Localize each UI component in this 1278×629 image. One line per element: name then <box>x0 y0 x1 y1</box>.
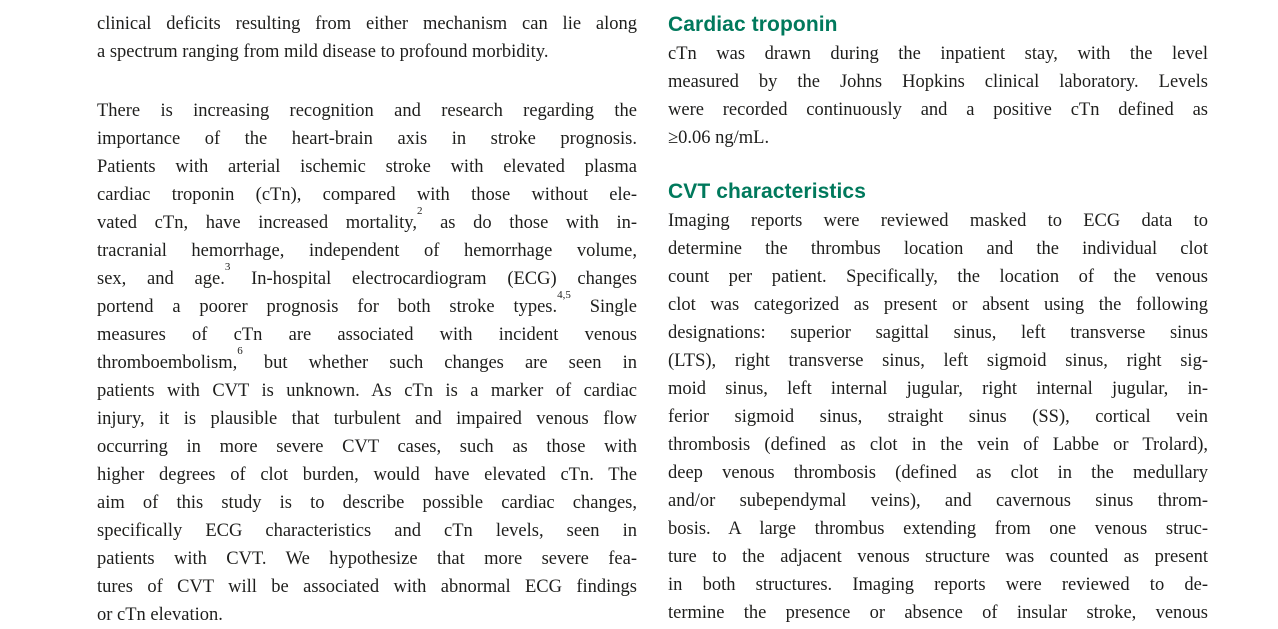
reference-superscript: 2 <box>416 204 423 217</box>
text-line: tracranial hemorrhage, independent of hemorrhage volume, <box>97 241 637 261</box>
text-line: Patients with arterial ischemic stroke with elevated plasma <box>97 157 637 177</box>
text-line: occurring in more severe CVT cases, such as those with <box>97 437 637 457</box>
text-line: higher degrees of clot burden, would have elevated cTn. The <box>97 465 637 485</box>
text-line: vated cTn, have increased mortality,$^2$ as do those with in- <box>97 204 637 233</box>
text-line: cardiac troponin (cTn), compared with those without ele- <box>97 185 637 205</box>
text-line: patients with CVT. We hypothesize that more severe fea- <box>97 549 637 569</box>
text-line: deep venous thrombosis (defined as clot in the medullary <box>668 463 1208 483</box>
paragraph <box>97 97 637 629</box>
right-column <box>668 10 1208 627</box>
text-line: count per patient. Specifically, the location of the venous <box>668 267 1208 287</box>
text-line: measured by the Johns Hopkins clinical laboratory. Levels <box>668 72 1208 92</box>
text-line: sex, and age.$^3$ In-hospital electrocardiogram (ECG) changes <box>97 260 637 289</box>
text-line: ferior sigmoid sinus, straight sinus (SS), cortical vein <box>668 407 1208 427</box>
text-line: were recorded continuously and a positive cTn defined as <box>668 100 1208 120</box>
section-heading: Cardiac troponin <box>668 13 838 36</box>
paragraph <box>97 10 637 66</box>
text-line: and/or subependymal veins), and cavernous sinus throm- <box>668 491 1208 511</box>
text-line: injury, it is plausible that turbulent and impaired venous flow <box>97 409 637 429</box>
text-line: or cTn elevation. <box>97 605 223 625</box>
text-line: moid sinus, left internal jugular, right internal jugular, in- <box>668 379 1208 399</box>
text-line: portend a poorer prognosis for both stroke types.$^{4,5}$ Single <box>97 288 638 317</box>
text-line: clot was categorized as present or absent using the following <box>668 295 1208 315</box>
reference-superscript: 4,5 <box>557 288 571 301</box>
text-line: There is increasing recognition and research regarding the <box>97 101 637 121</box>
text-line: (LTS), right transverse sinus, left sigmoid sinus, right sig- <box>668 351 1208 371</box>
text-line: thromboembolism,$^6$ but whether such changes are seen in <box>97 344 637 373</box>
left-column <box>97 10 637 629</box>
text-line: ture to the adjacent venous structure was counted as present <box>668 547 1208 567</box>
text-line: in both structures. Imaging reports were reviewed to de- <box>668 575 1208 595</box>
paragraph <box>668 40 1208 152</box>
text-line: cTn was drawn during the inpatient stay, with the level <box>668 44 1208 64</box>
text-line: bosis. A large thrombus extending from one venous struc- <box>668 519 1208 539</box>
text-line: measures of cTn are associated with incident venous <box>97 325 637 345</box>
text-line: tures of CVT will be associated with abnormal ECG findings <box>97 577 637 597</box>
text-line: determine the thrombus location and the individual clot <box>668 239 1208 259</box>
text-line: importance of the heart-brain axis in stroke prognosis. <box>97 129 637 149</box>
section-heading: CVT characteristics <box>668 180 866 203</box>
text-line: a spectrum ranging from mild disease to profound morbidity. <box>97 42 549 62</box>
reference-superscript: 6 <box>237 344 243 357</box>
text-line: termine the presence or absence of insular stroke, venous <box>668 603 1208 623</box>
paragraph <box>668 207 1208 627</box>
reference-superscript: 3 <box>224 260 231 273</box>
text-line: aim of this study is to describe possible cardiac changes, <box>97 493 637 513</box>
text-line: designations: superior sagittal sinus, left transverse sinus <box>668 323 1208 343</box>
text-line: clinical deficits resulting from either mechanism can lie along <box>97 14 637 34</box>
text-line: thrombosis (defined as clot in the vein of Labbe or Trolard), <box>668 435 1208 455</box>
text-line: specifically ECG characteristics and cTn levels, seen in <box>97 521 637 541</box>
text-line: patients with CVT is unknown. As cTn is a marker of cardiac <box>97 381 637 401</box>
text-line: Imaging reports were reviewed masked to ECG data to <box>668 211 1208 231</box>
text-line: ≥0.06 ng/mL. <box>668 128 770 148</box>
